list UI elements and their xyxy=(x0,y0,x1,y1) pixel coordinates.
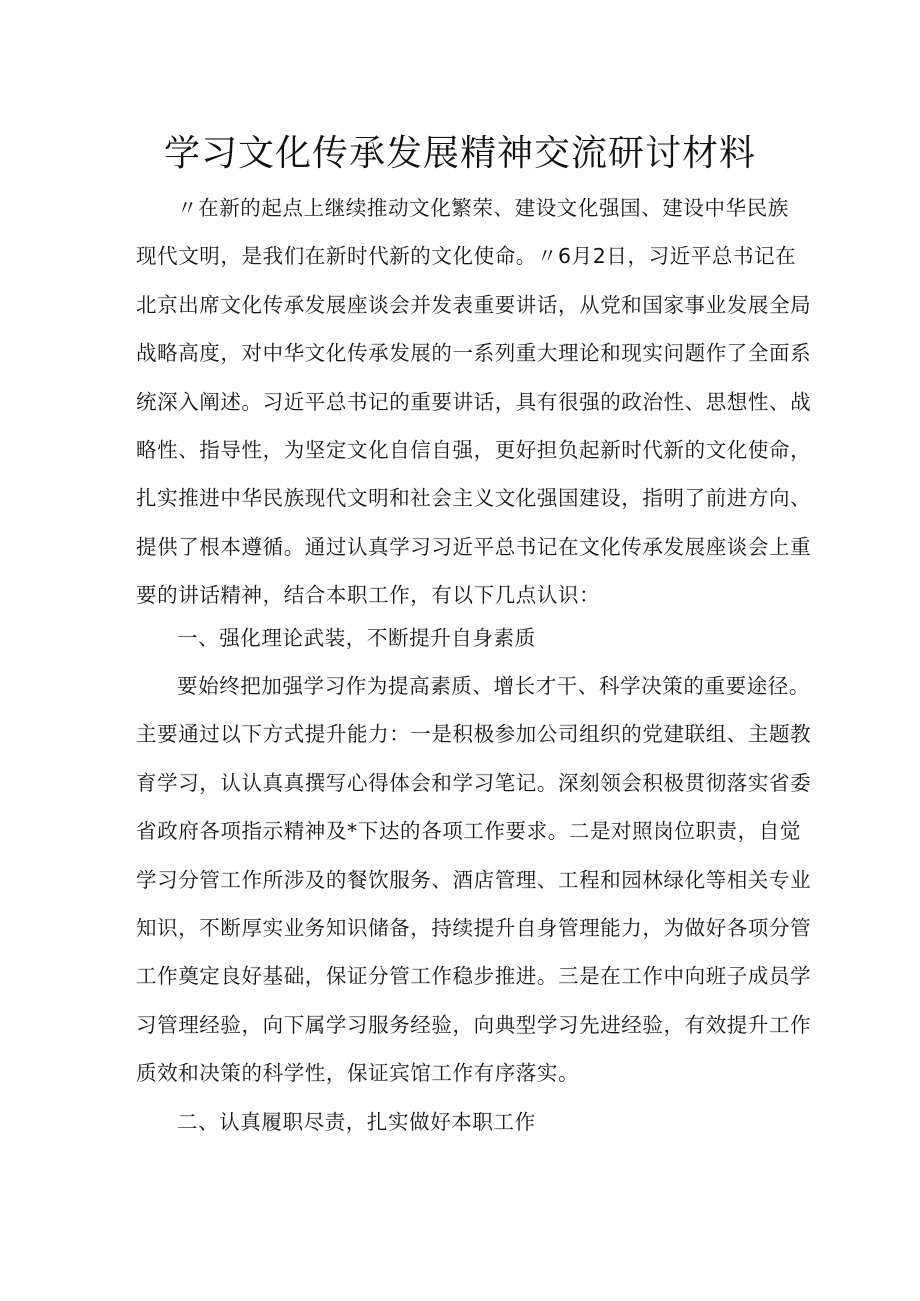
paragraph-line: 统深入阐述。习近平总书记的重要讲话，具有很强的政治性、思想性、战 xyxy=(136,389,812,414)
paragraph-line: 北京出席文化传承发展座谈会并发表重要讲话，从党和国家事业发展全局 xyxy=(136,292,812,317)
paragraph-line: 扎实推进中华民族现代文明和社会主义文化强国建设，指明了前进方向、 xyxy=(136,486,812,511)
paragraph-line: 主要通过以下方式提升能力：一是积极参加公司组织的党建联组、主题教 xyxy=(136,722,812,747)
section-heading-text: 一、强化理论武装，不断提升自身素质 xyxy=(177,626,536,650)
paragraph-line: 工作奠定良好基础，保证分管工作稳步推进。三是在工作中向班子成员学 xyxy=(136,964,812,989)
paragraph-line: 习管理经验，向下属学习服务经验，向典型学习先进经验，有效提升工作 xyxy=(136,1012,812,1037)
section-heading-2 xyxy=(136,1098,786,1146)
paragraph-line: 要的讲话精神，结合本职工作，有以下几点认识： xyxy=(136,583,601,608)
paragraph-line: 现代文明，是我们在新时代新的文化使命。〃6月2日，习近平总书记在 xyxy=(136,244,797,269)
section-heading-text: 二、认真履职尽责，扎实做好本职工作 xyxy=(177,1110,536,1134)
paragraph-line: 省政府各项指示精神及*下达的各项工作要求。二是对照岗位职责，自觉 xyxy=(136,819,801,844)
page-title: 学习文化传承发展精神交流研讨材料 xyxy=(163,133,756,174)
section-1-paragraph xyxy=(136,662,812,1098)
paragraph-line: 知识，不断厚实业务知识储备，持续提升自身管理能力，为做好各项分管 xyxy=(136,916,812,941)
paragraph-line: 略性、指导性，为坚定文化自信自强，更好担负起新时代新的文化使命， xyxy=(136,438,812,463)
paragraph-line: 要始终把加强学习作为提高素质、增长才干、科学决策的重要途径。 xyxy=(177,674,810,698)
paragraph-line: 战略高度，对中华文化传承发展的一系列重大理论和现实问题作了全面系 xyxy=(136,341,812,366)
section-heading-1 xyxy=(136,614,786,662)
paragraph-line: 学习分管工作所涉及的餐饮服务、酒店管理、工程和园林绿化等相关专业 xyxy=(136,867,812,892)
paragraph-line: 〃在新的起点上继续推动文化繁荣、建设文化强国、建设中华民族 xyxy=(177,196,789,220)
intro-paragraph xyxy=(136,184,812,620)
paragraph-line: 提供了根本遵循。通过认真学习习近平总书记在文化传承发展座谈会上重 xyxy=(136,534,812,559)
paragraph-line: 质效和决策的科学性，保证宾馆工作有序落实。 xyxy=(136,1061,580,1086)
paragraph-line: 育学习，认认真真撰写心得体会和学习笔记。深刻领会积极贯彻落实省委 xyxy=(136,770,812,795)
